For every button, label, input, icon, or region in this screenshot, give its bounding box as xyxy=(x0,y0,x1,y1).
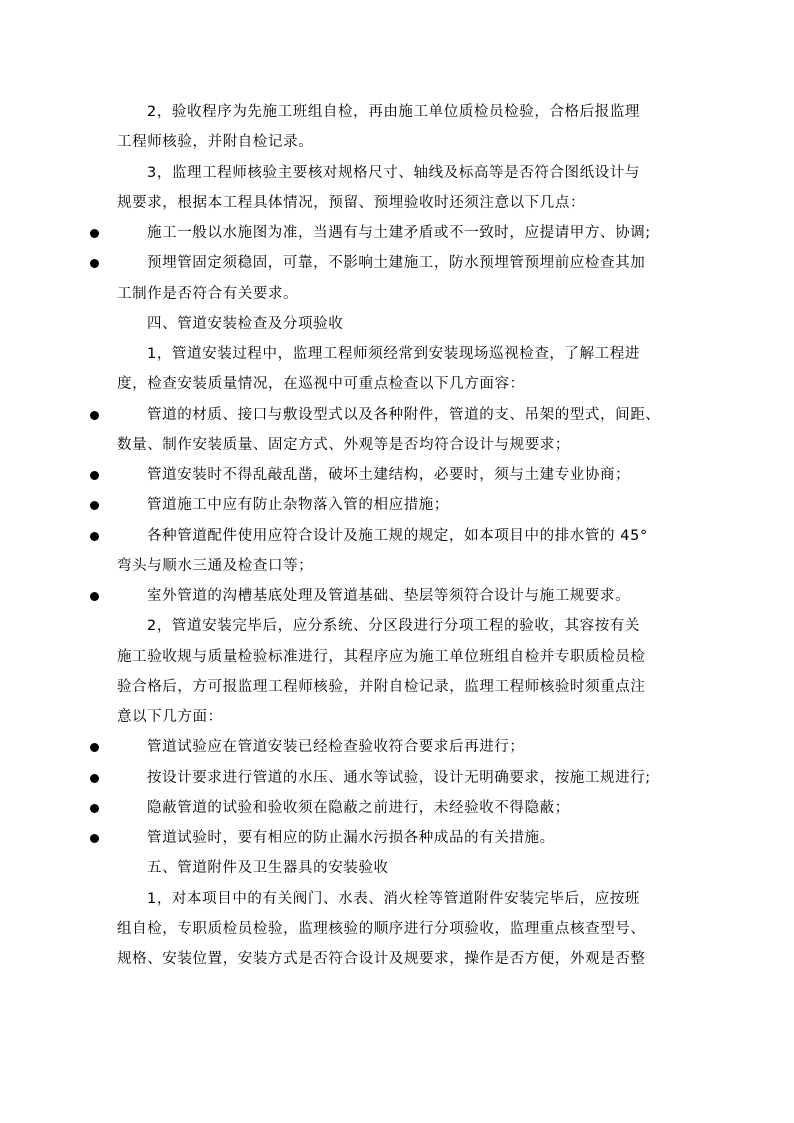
bullet-text-line: 管道施工中应有防止杂物落入管的相应措施； xyxy=(147,497,449,514)
paragraph-line: 意以下几方面： xyxy=(117,709,223,725)
paragraph-line: 规要求，根据本工程具体情况，预留、预埋验收时还须注意以下几点： xyxy=(117,194,586,211)
paragraph-line: 2，管道安装完毕后，应分系统、分区段进行分项工程的验收，其容按有关 xyxy=(147,618,641,635)
paragraph-line: 2，验收程序为先施工班组自检，再由施工单位质检员检验，合格后报监理 xyxy=(147,104,641,120)
bullet-text-line: 按设计要求进行管道的水压、通水等试验，设计无明确要求，按施工规进行; xyxy=(147,769,651,786)
bullet-text-line: 弯头与顺水三通及检查口等； xyxy=(117,557,314,574)
bullet-icon xyxy=(90,411,99,420)
bullet-icon xyxy=(90,532,99,541)
paragraph-line: 1，对本项目中的有关阀门、水表、消火栓等管道附件安装完毕后，应按班 xyxy=(147,890,641,907)
paragraph-line: 施工验收规与质量检验标准进行，其程序应为施工单位班组自检并专职质检员检 xyxy=(117,648,646,665)
bullet-text-line: 隐蔽管道的试验和验收须在隐蔽之前进行，未经验收不得隐蔽； xyxy=(147,799,570,816)
section-heading: 五、管道附件及卫生器具的安装验收 xyxy=(147,860,389,877)
bullet-icon xyxy=(90,471,99,480)
bullet-icon xyxy=(90,804,99,813)
bullet-text-line: 预埋管固定须稳固，可靠，不影响土建施工，防水预埋管预埋前应检查其加 xyxy=(147,255,646,272)
bullet-icon xyxy=(90,229,99,238)
paragraph-line: 度，检查安装质量情况，在巡视中可重点检查以下几方面容： xyxy=(117,376,525,393)
bullet-text-line: 工制作是否符合有关要求。 xyxy=(117,285,299,302)
bullet-text-line: 各种管道配件使用应符合设计及施工规的规定，如本项目中的排水管的 45° xyxy=(147,527,648,544)
bullet-text-line: 管道试验时，要有相应的防止漏水污损各种成品的有关措施。 xyxy=(147,830,555,846)
bullet-text-line: 数量、制作安装质量、固定方式、外观等是否均符合设计与规要求； xyxy=(117,436,570,453)
bullet-icon xyxy=(90,774,99,783)
bullet-icon xyxy=(90,501,99,510)
paragraph-line: 1，管道安装过程中，监理工程师须经常到安装现场巡视检查，了解工程进 xyxy=(147,346,641,362)
bullet-text-line: 室外管道的沟槽基底处理及管道基础、垫层等须符合设计与施工规要求。 xyxy=(147,588,631,604)
bullet-text-line: 管道的材质、接口与敷设型式以及各种附件，管道的支、吊架的型式，间距、 xyxy=(147,406,661,423)
bullet-icon xyxy=(90,592,99,601)
bullet-icon xyxy=(90,834,99,843)
section-heading: 四、管道安装检查及分项验收 xyxy=(147,315,344,332)
bullet-text-line: 管道试验应在管道安装已经检查验收符合要求后再进行； xyxy=(147,739,525,756)
paragraph-line: 验合格后，方可报监理工程师核验，并附自检记录，监理工程师核验时须重点注 xyxy=(117,678,646,695)
paragraph-line: 工程师核验，并附自检记录。 xyxy=(117,134,314,151)
bullet-text-line: 管道安装时不得乱敲乱凿，破坏土建结构，必要时，须与土建专业协商； xyxy=(147,467,631,483)
paragraph-line: 规格、安装位置，安装方式是否符合设计及规要求，操作是否方便，外观是否整 xyxy=(117,951,646,967)
paragraph-line: 3，监理工程师核验主要核对规格尺寸、轴线及标高等是否符合图纸设计与 xyxy=(147,164,641,181)
paragraph-line: 组自检，专职质检员检验，监理核验的顺序进行分项验收，监理重点核查型号、 xyxy=(117,920,646,937)
bullet-icon xyxy=(90,743,99,752)
bullet-icon xyxy=(90,259,99,268)
bullet-text-line: 施工一般以水施图为准，当遇有与土建矛盾或不一致时，应提请甲方、协调; xyxy=(147,225,651,241)
